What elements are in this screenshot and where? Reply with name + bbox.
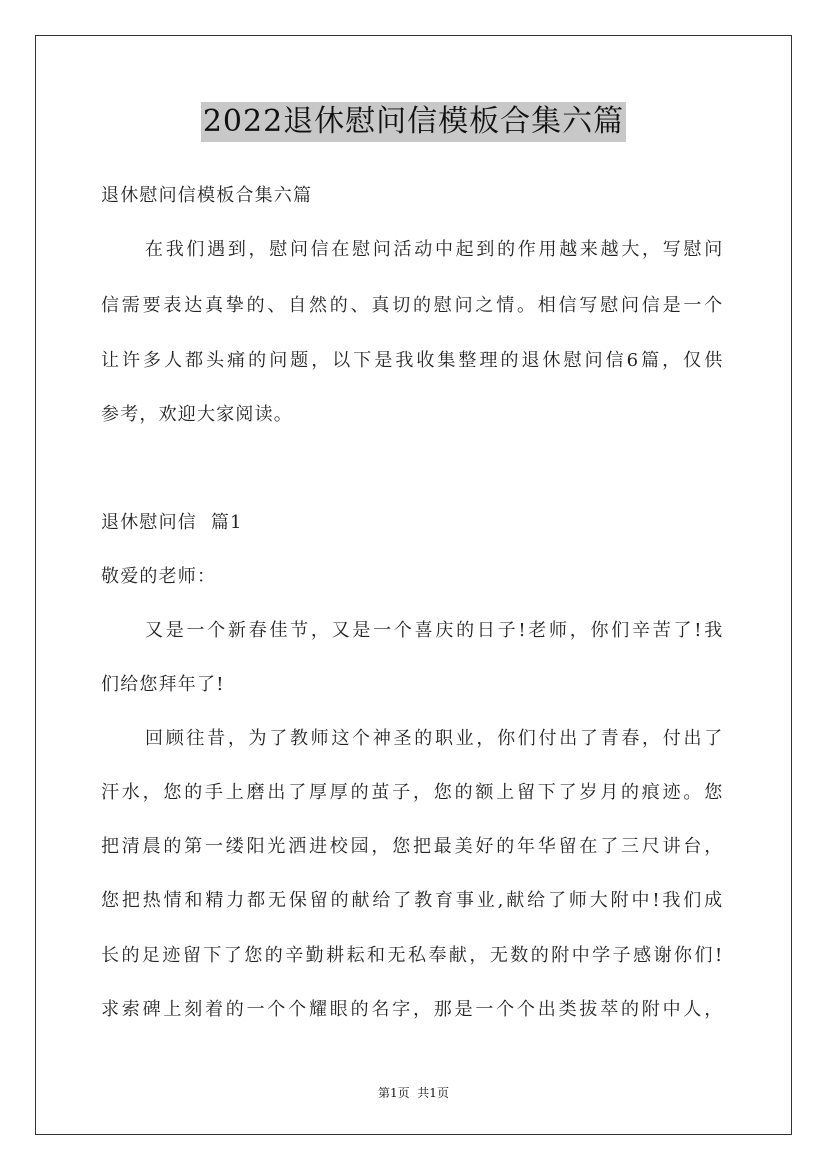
paragraph-line: 回顾往昔，为了教师这个神圣的职业，你们付出了青春，付出了 bbox=[145, 728, 723, 749]
intro-line: 信需要表达真挚的、自然的、真切的慰问之情。相信写慰问信是一个 bbox=[101, 295, 723, 316]
title-container bbox=[0, 102, 827, 142]
paragraph-line: 汗水，您的手上磨出了厚厚的茧子，您的额上留下了岁月的痕迹。您 bbox=[101, 782, 723, 803]
paragraph-line: 您把热情和精力都无保留的献给了教育事业,献给了师大附中!我们成 bbox=[101, 890, 723, 911]
paragraph-line: 把清晨的第一缕阳光洒进校园，您把最美好的年华留在了三尺讲台， bbox=[101, 836, 723, 857]
paragraph-line: 们给您拜年了! bbox=[101, 674, 225, 695]
section-heading: 退休慰问信 篇1 bbox=[101, 512, 243, 533]
salutation: 敬爱的老师： bbox=[101, 566, 217, 587]
paragraph-line: 求索碑上刻着的一个个耀眼的名字，那是一个个出类拔萃的附中人， bbox=[101, 999, 723, 1020]
document-title: 2022退休慰问信模板合集六篇 bbox=[201, 102, 626, 142]
subtitle: 退休慰问信模板合集六篇 bbox=[101, 185, 313, 206]
paragraph-line: 又是一个新春佳节，又是一个喜庆的日子!老师，你们辛苦了!我 bbox=[145, 620, 723, 641]
intro-line: 参考，欢迎大家阅读。 bbox=[101, 404, 293, 425]
page-footer: 第1页 共1页 bbox=[378, 1086, 449, 1100]
intro-line: 在我们遇到，慰问信在慰问活动中起到的作用越来越大，写慰问 bbox=[145, 239, 723, 260]
paragraph-line: 长的足迹留下了您的辛勤耕耘和无私奉献，无数的附中学子感谢你们! bbox=[101, 945, 723, 966]
intro-line: 让许多人都头痛的问题，以下是我收集整理的退休慰问信6篇，仅供 bbox=[101, 350, 723, 371]
